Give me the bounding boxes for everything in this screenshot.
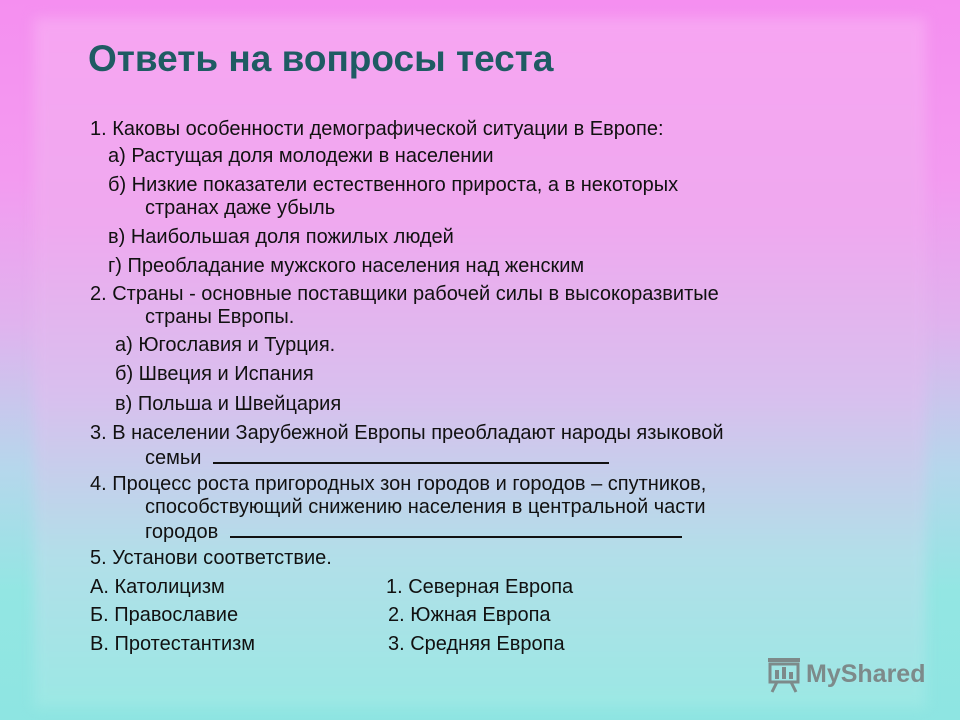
q5-right-item: 2. Южная Европа [388, 604, 551, 626]
q5-left-item: В. Протестантизм [90, 633, 256, 655]
q5-left-item: Б. Православие [90, 604, 239, 626]
question-2: 2. Страны - основные поставщики рабочей силы в высокоразвитые [90, 283, 719, 305]
question-4-cont: способствующий снижению населения в центральной части [145, 496, 706, 518]
watermark-text: MyShared [806, 660, 926, 688]
question-5: 5. Установи соответствие. [90, 547, 332, 569]
q1-option-b-cont: странах даже убыль [145, 197, 336, 219]
q1-option-c: в) Наибольшая доля пожилых людей [108, 226, 454, 248]
question-1: 1. Каковы особенности демографической ситуации в Европе: [90, 118, 664, 140]
answer-blank [230, 519, 682, 538]
q2-option-c: в) Польша и Швейцария [115, 393, 342, 415]
q5-left-item: А. Католицизм [90, 576, 225, 598]
q1-option-d: г) Преобладание мужского населения над женским [108, 255, 585, 277]
slide-title: Ответь на вопросы теста [88, 38, 554, 79]
q2-option-a: а) Югославия и Турция. [115, 334, 336, 356]
q2-option-b: б) Швеция и Испания [115, 363, 314, 385]
presentation-board-icon [766, 656, 802, 694]
question-4-label: городов [145, 521, 219, 543]
q1-option-b: б) Низкие показатели естественного прироста, а в некоторых [108, 174, 679, 196]
question-3-cont [145, 445, 609, 470]
q5-right-item: 1. Северная Европа [386, 576, 574, 598]
question-4: 4. Процесс роста пригородных зон городов и городов – спутников, [90, 473, 707, 495]
question-4-cont2 [145, 519, 682, 544]
answer-blank [213, 445, 609, 464]
question-2-cont: страны Европы. [145, 306, 295, 328]
question-3-label: семьи [145, 447, 202, 469]
q1-option-a: а) Растущая доля молодежи в населении [108, 145, 494, 167]
watermark-logo [766, 656, 936, 696]
question-3: 3. В населении Зарубежной Европы преобладают народы языковой [90, 422, 724, 444]
q5-right-item: 3. Средняя Европа [388, 633, 565, 655]
